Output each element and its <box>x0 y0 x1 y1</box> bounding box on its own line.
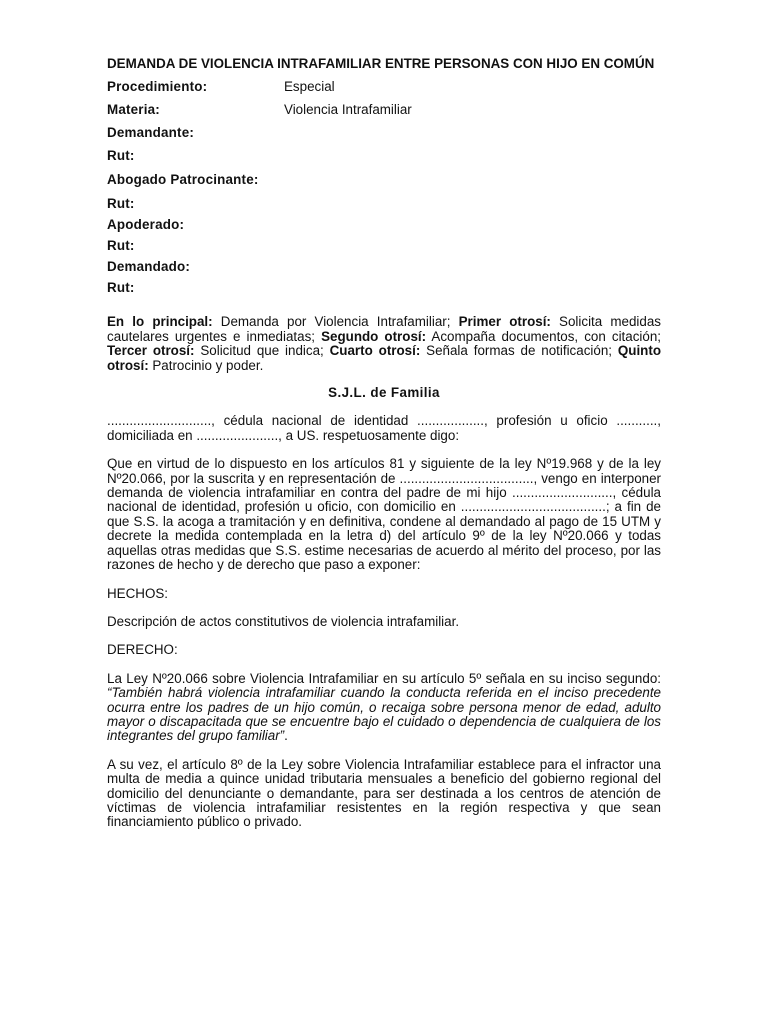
summary-principal-text: Demanda por Violencia Intrafamiliar; <box>212 314 459 330</box>
field-label: Abogado Patrocinante: <box>107 172 259 188</box>
field-apoderado <box>107 218 661 239</box>
derecho-intro: La Ley Nº20.066 sobre Violencia Intrafamiliar en su artículo 5º señala en su inciso segundo: <box>107 670 661 686</box>
field-materia <box>107 103 661 126</box>
summary-otrosi-4-label: Cuarto otrosí: <box>329 343 421 359</box>
field-label: Apoderado: <box>107 217 185 233</box>
field-label: Procedimiento: <box>107 79 208 95</box>
final-paragraph: A su vez, el artículo 8º de la Ley sobre Violencia Intrafamiliar establece para el infractor una multa de media a quince unidad tributaria mensuales a beneficio del gobierno regional del domicilio del denunciante o demandante, para ser destinada a los centros de atención de víctimas de violencia intrafamiliar resistentes en la región respectiva y que sean financiamiento público o privado. <box>107 756 661 830</box>
field-rut-apoderado <box>107 239 661 260</box>
summary-otrosi-2-text: Acompaña documentos, con citación; <box>426 328 661 344</box>
document-title: DEMANDA DE VIOLENCIA INTRAFAMILIAR ENTRE PERSONAS CON HIJO EN COMÚN <box>107 56 655 71</box>
summary-otrosi-1-label: Primer otrosí: <box>458 314 551 330</box>
summary-otrosi-1-text: Solicita medidas cautelares urgentes e inmediatas; <box>107 314 661 344</box>
intro-paragraph: ............................, cédula nacional de identidad .................., profesión u oficio ..........., domiciliada en ......................, a US. respetuosamente digo: <box>107 413 661 443</box>
summary-otrosi-2-label: Segundo otrosí: <box>321 328 427 344</box>
field-value <box>284 239 661 260</box>
field-label: Rut: <box>107 196 135 212</box>
summary-otrosi-5-label: Quinto otrosí: <box>107 343 661 373</box>
field-rut-demandante <box>107 149 661 173</box>
field-value: Especial <box>284 79 335 95</box>
field-value <box>284 197 661 218</box>
body-paragraph: Que en virtud de lo dispuesto en los artículos 81 y siguiente de la ley Nº19.968 y de la ley Nº20.066, por la suscrita y en representación de ...................................., vengo en interponer demanda de violencia intrafamiliar en contra del padre de mi hijo ..........................., cédula nacional de identidad, profesión u oficio, con domicilio en .......................................; a fin de que S.S. la acoga a tramitación y en definitiva, condene al demandado al pago de 15 UTM y decrete la medida contemplada en la letra d) del artículo 9º de la ley Nº20.066 y todas aquellas otras medidas que S.S. estime necesarias de acuerdo al mérito del proceso, por las razones de hecho y de derecho que paso a exponer: <box>107 456 661 573</box>
summary-otrosi-5-text: Patrocinio y poder. <box>148 357 264 373</box>
field-demandado <box>107 260 661 281</box>
summary-otrosi-4-text: Señala formas de notificación; <box>420 343 618 359</box>
field-label: Rut: <box>107 238 135 254</box>
field-abogado-patrocinante <box>107 173 661 197</box>
field-value <box>284 173 661 197</box>
field-value <box>284 149 661 173</box>
field-label: Rut: <box>107 148 135 164</box>
summary-principal-label: En lo principal: <box>107 314 213 330</box>
field-value <box>284 126 661 149</box>
field-label: Demandado: <box>107 259 191 275</box>
court-heading: S.J.L. de Familia <box>328 385 440 401</box>
field-value <box>284 260 661 281</box>
summary-otrosi-3-label: Tercer otrosí: <box>107 343 195 359</box>
derecho-quote: “También habrá violencia intrafamiliar cuando la conducta referida en el inciso precedente ocurra entre los padres de un hijo común, o recaiga sobre persona menor de edad, adulto mayor o discapacitada que se encuentre bajo el cuidado o dependencia de cualquiera de los integrantes del grupo familiar” <box>107 685 661 744</box>
field-label: Materia: <box>107 102 160 118</box>
field-value <box>284 218 661 239</box>
hechos-text: Descripción de actos constitutivos de violencia intrafamiliar. <box>107 613 460 629</box>
derecho-heading: DERECHO: <box>107 642 178 658</box>
summary-paragraph <box>107 315 661 373</box>
field-label: Rut: <box>107 280 135 296</box>
field-value: Violencia Intrafamiliar <box>284 102 412 118</box>
document-content <box>107 57 661 830</box>
case-fields <box>107 80 661 302</box>
hechos-heading: HECHOS: <box>107 585 169 601</box>
field-demandante <box>107 126 661 149</box>
derecho-quote-end: . <box>284 728 288 744</box>
field-value <box>284 281 661 302</box>
field-label: Demandante: <box>107 125 195 141</box>
field-rut-demandado <box>107 281 661 302</box>
derecho-paragraph <box>107 672 661 744</box>
field-rut-abogado <box>107 197 661 218</box>
summary-otrosi-3-text: Solicitud que indica; <box>194 343 330 359</box>
field-procedimiento <box>107 80 661 103</box>
